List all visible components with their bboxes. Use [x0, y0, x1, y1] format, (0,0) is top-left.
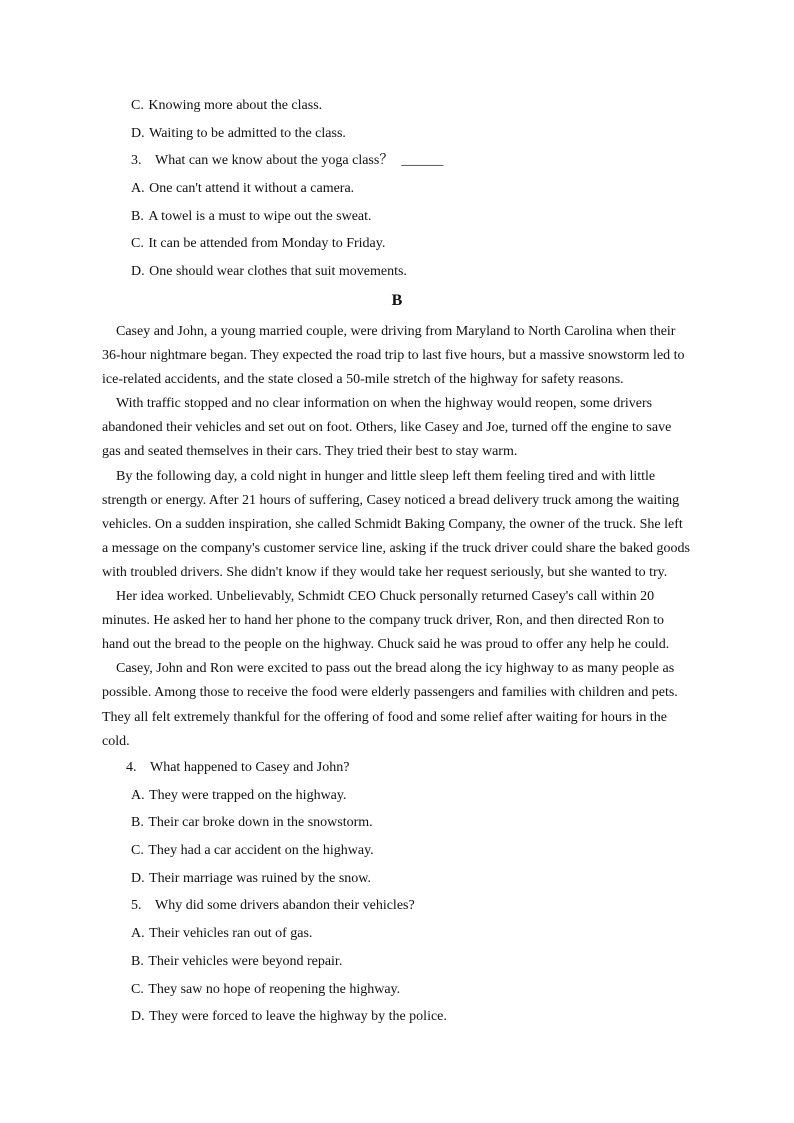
option-text: It can be attended from Monday to Friday.	[148, 236, 386, 252]
option-label: C.	[131, 98, 144, 113]
paragraph	[102, 320, 702, 392]
passage-line: They all felt extremely thankful for the offering of food and some relief after waiting for hours in the	[102, 709, 667, 725]
question-text: What can we know about the yoga class？	[155, 153, 394, 169]
question-number: 4.	[126, 760, 137, 775]
passage-line: strength or energy. After 21 hours of suffering, Casey noticed a bread delivery truck among the waiting	[102, 492, 680, 508]
option-label: D.	[131, 264, 145, 280]
option-text: One can't attend it without a camera.	[149, 181, 355, 197]
option-text: They saw no hope of reopening the highway.	[148, 981, 401, 997]
passage-line: hand out the bread to the people on the highway. Chuck said he was proud to offer any help he could.	[102, 637, 670, 653]
passage-line: By the following day, a cold night in hunger and little sleep left them feeling tired and with little	[116, 468, 656, 484]
question-text: Why did some drivers abandon their vehicles?	[155, 898, 415, 914]
option-text: They were forced to leave the highway by the police.	[149, 1009, 447, 1025]
option-label: C.	[131, 981, 144, 997]
option-row	[126, 948, 447, 976]
option-row	[126, 920, 447, 948]
option-label: B.	[131, 815, 144, 831]
passage-line: vehicles. On a sudden inspiration, she called Schmidt Baking Company, the owner of the truck. She left	[102, 516, 683, 532]
option-row	[131, 258, 443, 286]
paragraph	[102, 465, 702, 585]
question-number: 5.	[131, 898, 142, 914]
passage-line: 36-hour nightmare began. They expected the road trip to last five hours, but a massive snowstorm led to	[102, 348, 685, 364]
option-row	[126, 865, 447, 893]
passage-line: abandoned their vehicles and set out on foot. Others, like Casey and Joe, turned off the engine to save	[102, 420, 672, 436]
question-stem	[126, 754, 447, 782]
passage-line: Casey, John and Ron were excited to pass out the bread along the icy highway to as many people as	[116, 661, 675, 677]
question-text: What happened to Casey and John?	[150, 760, 350, 775]
passage-line: possible. Among those to receive the food were elderly passengers and families with children and pets.	[102, 685, 678, 701]
option-text: Their car broke down in the snowstorm.	[148, 815, 373, 831]
option-row	[126, 976, 447, 1004]
option-label: A.	[131, 926, 145, 942]
option-text: One should wear clothes that suit movements.	[149, 264, 407, 280]
option-text: Their marriage was ruined by the snow.	[149, 870, 371, 886]
passage-line: ice-related accidents, and the state closed a 50-mile stretch of the highway for safety reasons.	[102, 372, 624, 388]
option-label: A.	[131, 181, 145, 197]
option-label: C.	[131, 843, 144, 859]
option-text: A towel is a must to wipe out the sweat.	[148, 208, 372, 224]
passage-line: a message on the company's customer service line, asking if the truck driver could share the baked goods	[102, 540, 691, 556]
option-label: D.	[131, 125, 145, 141]
passage-line: With traffic stopped and no clear information on when the highway would reopen, some drivers	[116, 396, 653, 412]
passage-line: Her idea worked. Unbelievably, Schmidt CEO Chuck personally returned Casey's call within 20	[116, 589, 655, 605]
passage-line: gas and seated themselves in their cars. They tried their best to stay warm.	[102, 444, 518, 460]
reading-passage	[102, 320, 702, 754]
paragraph	[102, 392, 702, 464]
option-label: D.	[131, 1009, 145, 1025]
question-stem	[126, 892, 447, 920]
option-label: D.	[131, 870, 145, 886]
option-label: A.	[131, 787, 145, 803]
option-label: B.	[131, 953, 144, 969]
passage-line: minutes. He asked her to hand her phone to the company truck driver, Ron, and then directed Ron to	[102, 613, 665, 629]
option-row	[126, 782, 447, 810]
option-text: Waiting to be admitted to the class.	[149, 125, 346, 141]
answer-blank: ______	[401, 153, 444, 169]
passage-line: cold.	[102, 733, 130, 749]
option-label: C.	[131, 236, 144, 252]
option-text: Their vehicles ran out of gas.	[149, 926, 313, 942]
passage-line: Casey and John, a young married couple, were driving from Maryland to North Carolina when their	[116, 324, 676, 339]
paragraph	[102, 585, 702, 657]
option-text: Knowing more about the class.	[148, 98, 323, 113]
passage-line: with troubled drivers. She didn't know if they would take her request seriously, but she wanted to try.	[102, 564, 668, 580]
option-row	[126, 837, 447, 865]
option-text: They had a car accident on the highway.	[148, 843, 374, 859]
section-heading: B	[391, 292, 403, 309]
option-row	[131, 120, 443, 148]
option-row	[131, 175, 443, 203]
paragraph	[102, 657, 702, 753]
option-text: Their vehicles were beyond repair.	[148, 953, 343, 969]
option-row	[131, 92, 443, 120]
option-label: B.	[131, 208, 144, 224]
option-row	[131, 230, 443, 258]
option-row	[126, 1003, 447, 1031]
question-block-top	[131, 92, 443, 286]
question-block-bottom	[126, 754, 447, 1031]
option-row	[126, 809, 447, 837]
option-text: They were trapped on the highway.	[149, 787, 347, 803]
question-number: 3.	[131, 153, 142, 169]
option-row	[131, 203, 443, 231]
question-stem	[131, 147, 443, 175]
